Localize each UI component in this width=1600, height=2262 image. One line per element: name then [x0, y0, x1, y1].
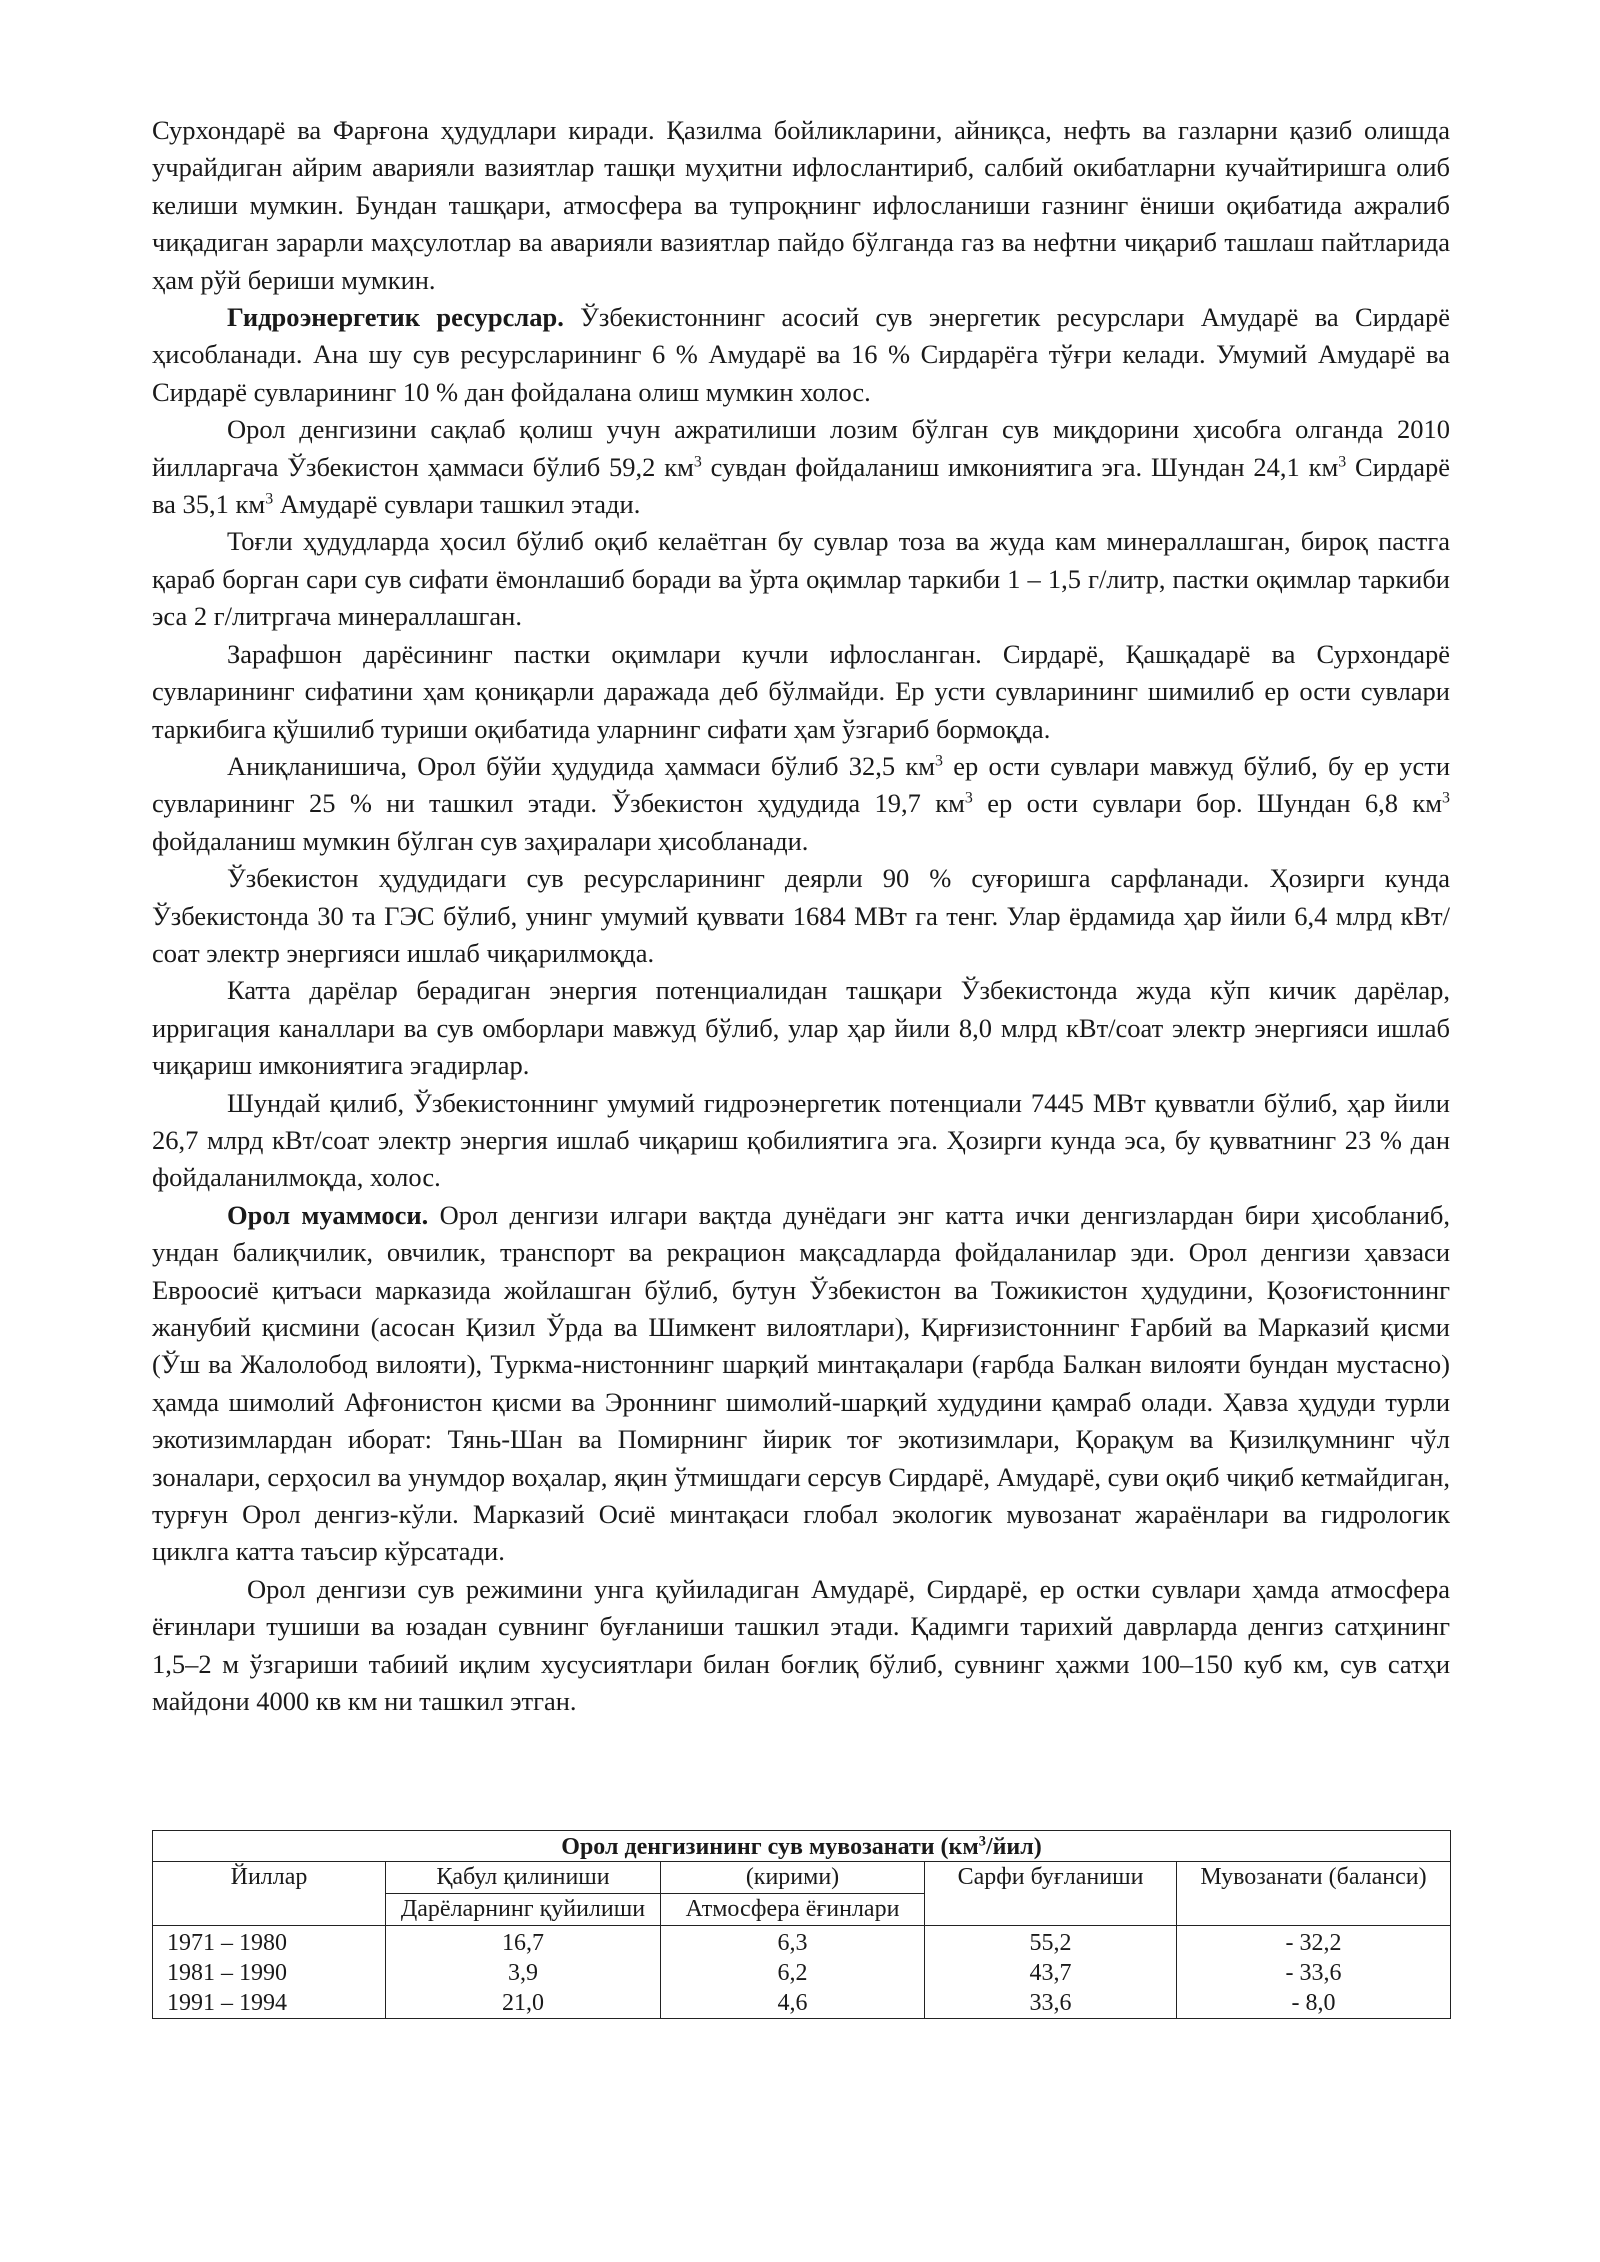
cell-balance: - 32,2 — [1177, 1926, 1451, 1959]
table-row — [153, 1926, 1451, 1959]
cell-precip: 6,3 — [661, 1926, 925, 1959]
table-row — [153, 1988, 1451, 2019]
text-run: Орол денгизини сақлаб қолиш учун ажратилиши лозим бўлган сув миқдорини ҳисобга олганда 2010 йилларгача Ўзбекистон ҳаммаси бўлиб 59,2 км — [152, 414, 1450, 482]
cell-years: 1981 – 1990 — [153, 1958, 386, 1988]
text-run: фойдаланиш мумкин бўлган сув заҳиралари ҳисобланади. — [152, 825, 809, 856]
water-balance-table-wrap — [152, 1830, 1450, 2019]
superscript: 3 — [935, 752, 943, 770]
superscript: 3 — [265, 490, 274, 508]
header-precipitation: Атмосфера ёғинлари — [661, 1894, 925, 1926]
paragraph: Ўзбекистон ҳудудидаги сув ресурсларининг деярли 90 % суғоришга сарфланади. Ҳозирги кунда Ўзбекистонда 30 та ГЭС бўлиб, унинг умумий қуввати 1684 МВт га тенг. Улар ёрдамида ҳар йили 6,4 млрд кВт/соат электр энергияси ишлаб чиқарилмоқда. — [152, 863, 1450, 968]
cell-balance: - 8,0 — [1177, 1988, 1451, 2019]
text-run: Сирдарё ва 35,1 км — [152, 451, 1450, 520]
cell-evap: 55,2 — [925, 1926, 1177, 1959]
cell-rivers: 16,7 — [386, 1926, 661, 1959]
paragraph-text: Ўзбекистоннинг асосий сув энергетик ресурслари Амударё ва Сирдарё ҳисобланади. Ана шу сув ресурсларининг 6 % Амударё ва 16 % Сирдарёга тўғри келади. Умумий Амударё ва Сирдарё сувларининг 10 % дан фойдалана олиш мумкин холос. — [152, 302, 1450, 407]
header-river-inflow: Дарёларнинг қуйилиши — [386, 1894, 661, 1926]
paragraph: Катта дарёлар берадиган энергия потенциалидан ташқари Ўзбекистонда жуда кўп кичик дарёлар, ирригация каналлари ва сув омборлари мавжуд бўлиб, улар ҳар йили 8,0 млрд кВт/соат электр энергияси ишлаб чиқариш имкониятига эгадирлар. — [152, 975, 1450, 1081]
text-run: сувдан фойдаланиш имкониятига эга. Шундан 24,1 км — [701, 451, 1339, 482]
header-income: (кирими) — [661, 1862, 925, 1894]
cell-years: 1991 – 1994 — [153, 1988, 386, 2019]
paragraph — [152, 411, 1450, 523]
paragraph-aral-problem — [152, 1197, 1450, 1571]
superscript: 3 — [1442, 789, 1450, 807]
header-balance: Мувозанати (баланси) — [1177, 1862, 1451, 1926]
cell-precip: 6,2 — [661, 1958, 925, 1988]
text-run: Аниқланишича, Орол бўйи ҳудудида ҳаммаси бўлиб 32,5 км — [227, 750, 936, 781]
paragraph-text: Орол денгизи илгари вақтда дунёдаги энг катта ички денгизлардан бири ҳисобланиб, ундан балиқчилик, овчилик, транспорт ва рекрацион мақсадларда фойдаланилар эди. Орол денгизи ҳавзаси Евроосиё қитъаси марказида жойлашган бўлиб, бутун Ўзбекистон ва Тожикистон ҳудудини, Қозоғистоннинг жанубий қисмини (асосан Қизил Ўрда ва Шимкент вилоятлари), Қирғизистоннинг Ғарбий ва Марказий қисми (Ўш ва Жалолобод вилояти), Туркма-нистоннинг шарқий минтақалари (ғарбда Балкан вилояти бундан мустасно) ҳамда шимолий Афғонистон қисми ва Эроннинг шимолий-шарқий худудини қамраб олади. Ҳавза ҳудуди турли экотизимлардан иборат: Тянь-Шан ва Помирнинг йирик тоғ экотизимлари, Қорақум ва Қизилқумнинг чўл зоналари, серҳосил ва унумдор воҳалар, яқин ўтмишдаги серсув Сирдарё, Амударё, суви оқиб чиқиб кетмайдиган, турғун Орол денгиз-кўли. Марказий Осиё минтақаси глобал экологик мувозанат жараёнлари ва гидрологик циклга катта таъсир кўрсатади. — [152, 1199, 1450, 1567]
cell-balance: - 33,6 — [1177, 1958, 1451, 1988]
cell-years: 1971 – 1980 — [153, 1926, 386, 1959]
cell-evap: 33,6 — [925, 1988, 1177, 2019]
paragraph: Тоғли ҳудудларда ҳосил бўлиб оқиб келаётган бу сувлар тоза ва жуда кам минераллашган, бироқ пастга қараб борган сари сув сифати ёмонлашиб боради ва ўрта оқимлар таркиби 1 – 1,5 г/литр, пастки оқимлар таркиби эса 2 г/литргача минераллашган. — [152, 526, 1450, 632]
paragraph: Шундай қилиб, Ўзбекистоннинг умумий гидроэнергетик потенциали 7445 МВт қувватли бўлиб, ҳар йили 26,7 млрд кВт/соат электр энергия ишлаб чиқариш қобилиятига эга. Ҳозирги кунда эса, бу қувватнинг 23 % дан фойдаланилмоқда, холос. — [152, 1087, 1450, 1193]
header-evaporation: Сарфи буғланиши — [925, 1862, 1177, 1926]
text-run: ер ости сувлари бор. Шундан 6,8 км — [972, 788, 1443, 819]
cell-rivers: 21,0 — [386, 1988, 661, 2019]
table-row — [153, 1958, 1451, 1988]
paragraph: Сурхондарё ва Фарғона ҳудудлари киради. Қазилма бойликларини, айниқса, нефть ва газларни қазиб олишда учрайдиган айрим аварияли вазиятлар ташқи муҳитни ифлослантириб, салбий окибатларни кучайтиришга олиб келиши мумкин. Бундан ташқари, атмосфера ва тупроқнинг ифлосланиши газнинг ёниши оқибатида ажралиб чиқадиган зарарли маҳсулотлар ва аварияли вазиятлар пайдо бўлганда газ ва нефтни чиқариб ташлаш пайтларида ҳам рўй бериши мумкин. — [152, 115, 1450, 295]
paragraph-hydro-resources — [152, 299, 1450, 411]
caption-text: Орол денгизининг сув мувозанати (км — [561, 1834, 979, 1860]
text-run: ер ости сувлари мавжуд бўлиб, бу ер усти сувларининг 25 % ни ташкил этади. Ўзбекистон ҳудудида 19,7 км — [152, 750, 1451, 819]
cell-rivers: 3,9 — [386, 1958, 661, 1988]
caption-text: /йил) — [985, 1834, 1042, 1860]
cell-precip: 4,6 — [661, 1988, 925, 2019]
document-body — [152, 112, 1450, 1720]
text-run: Амударё сувлари ташкил этади. — [273, 489, 641, 520]
water-balance-table — [152, 1830, 1451, 2019]
header-years: Йиллар — [153, 1862, 386, 1926]
section-heading: Орол муаммоси. — [227, 1199, 429, 1230]
header-received: Қабул қилиниши — [386, 1862, 661, 1894]
paragraph: Орол денгизи сув режимини унга қуйиладиган Амударё, Сирдарё, ер остки сувлари ҳамда атмосфера ёғинлари тушиши ва юзадан сувнинг буғланиши ташкил этади. Қадимги тарихий даврларда денгиз сатҳининг 1,5–2 м ўзгариши табиий иқлим хусусиятлари билан боғлиқ бўлиб, сувнинг ҳажми 100–150 куб км, сув сатҳи майдони 4000 кв км ни ташкил этган. — [152, 1573, 1450, 1717]
superscript: 3 — [978, 1833, 986, 1850]
table-caption — [153, 1831, 1451, 1862]
cell-evap: 43,7 — [925, 1958, 1177, 1988]
superscript: 3 — [964, 789, 973, 807]
section-heading: Гидроэнергетик ресурслар. — [227, 302, 564, 333]
superscript: 3 — [1338, 453, 1347, 471]
superscript: 3 — [693, 453, 702, 471]
paragraph: Зарафшон дарёсининг пастки оқимлари кучли ифлосланган. Сирдарё, Қашқадарё ва Сурхондарё сувларининг сифатини ҳам қониқарли даражада деб бўлмайди. Ер усти сувларининг шимилиб ер ости сувлари таркибига қўшилиб туриши оқибатида уларнинг сифати ҳам ўзгариб бормоқда. — [152, 638, 1450, 744]
paragraph — [152, 748, 1450, 860]
